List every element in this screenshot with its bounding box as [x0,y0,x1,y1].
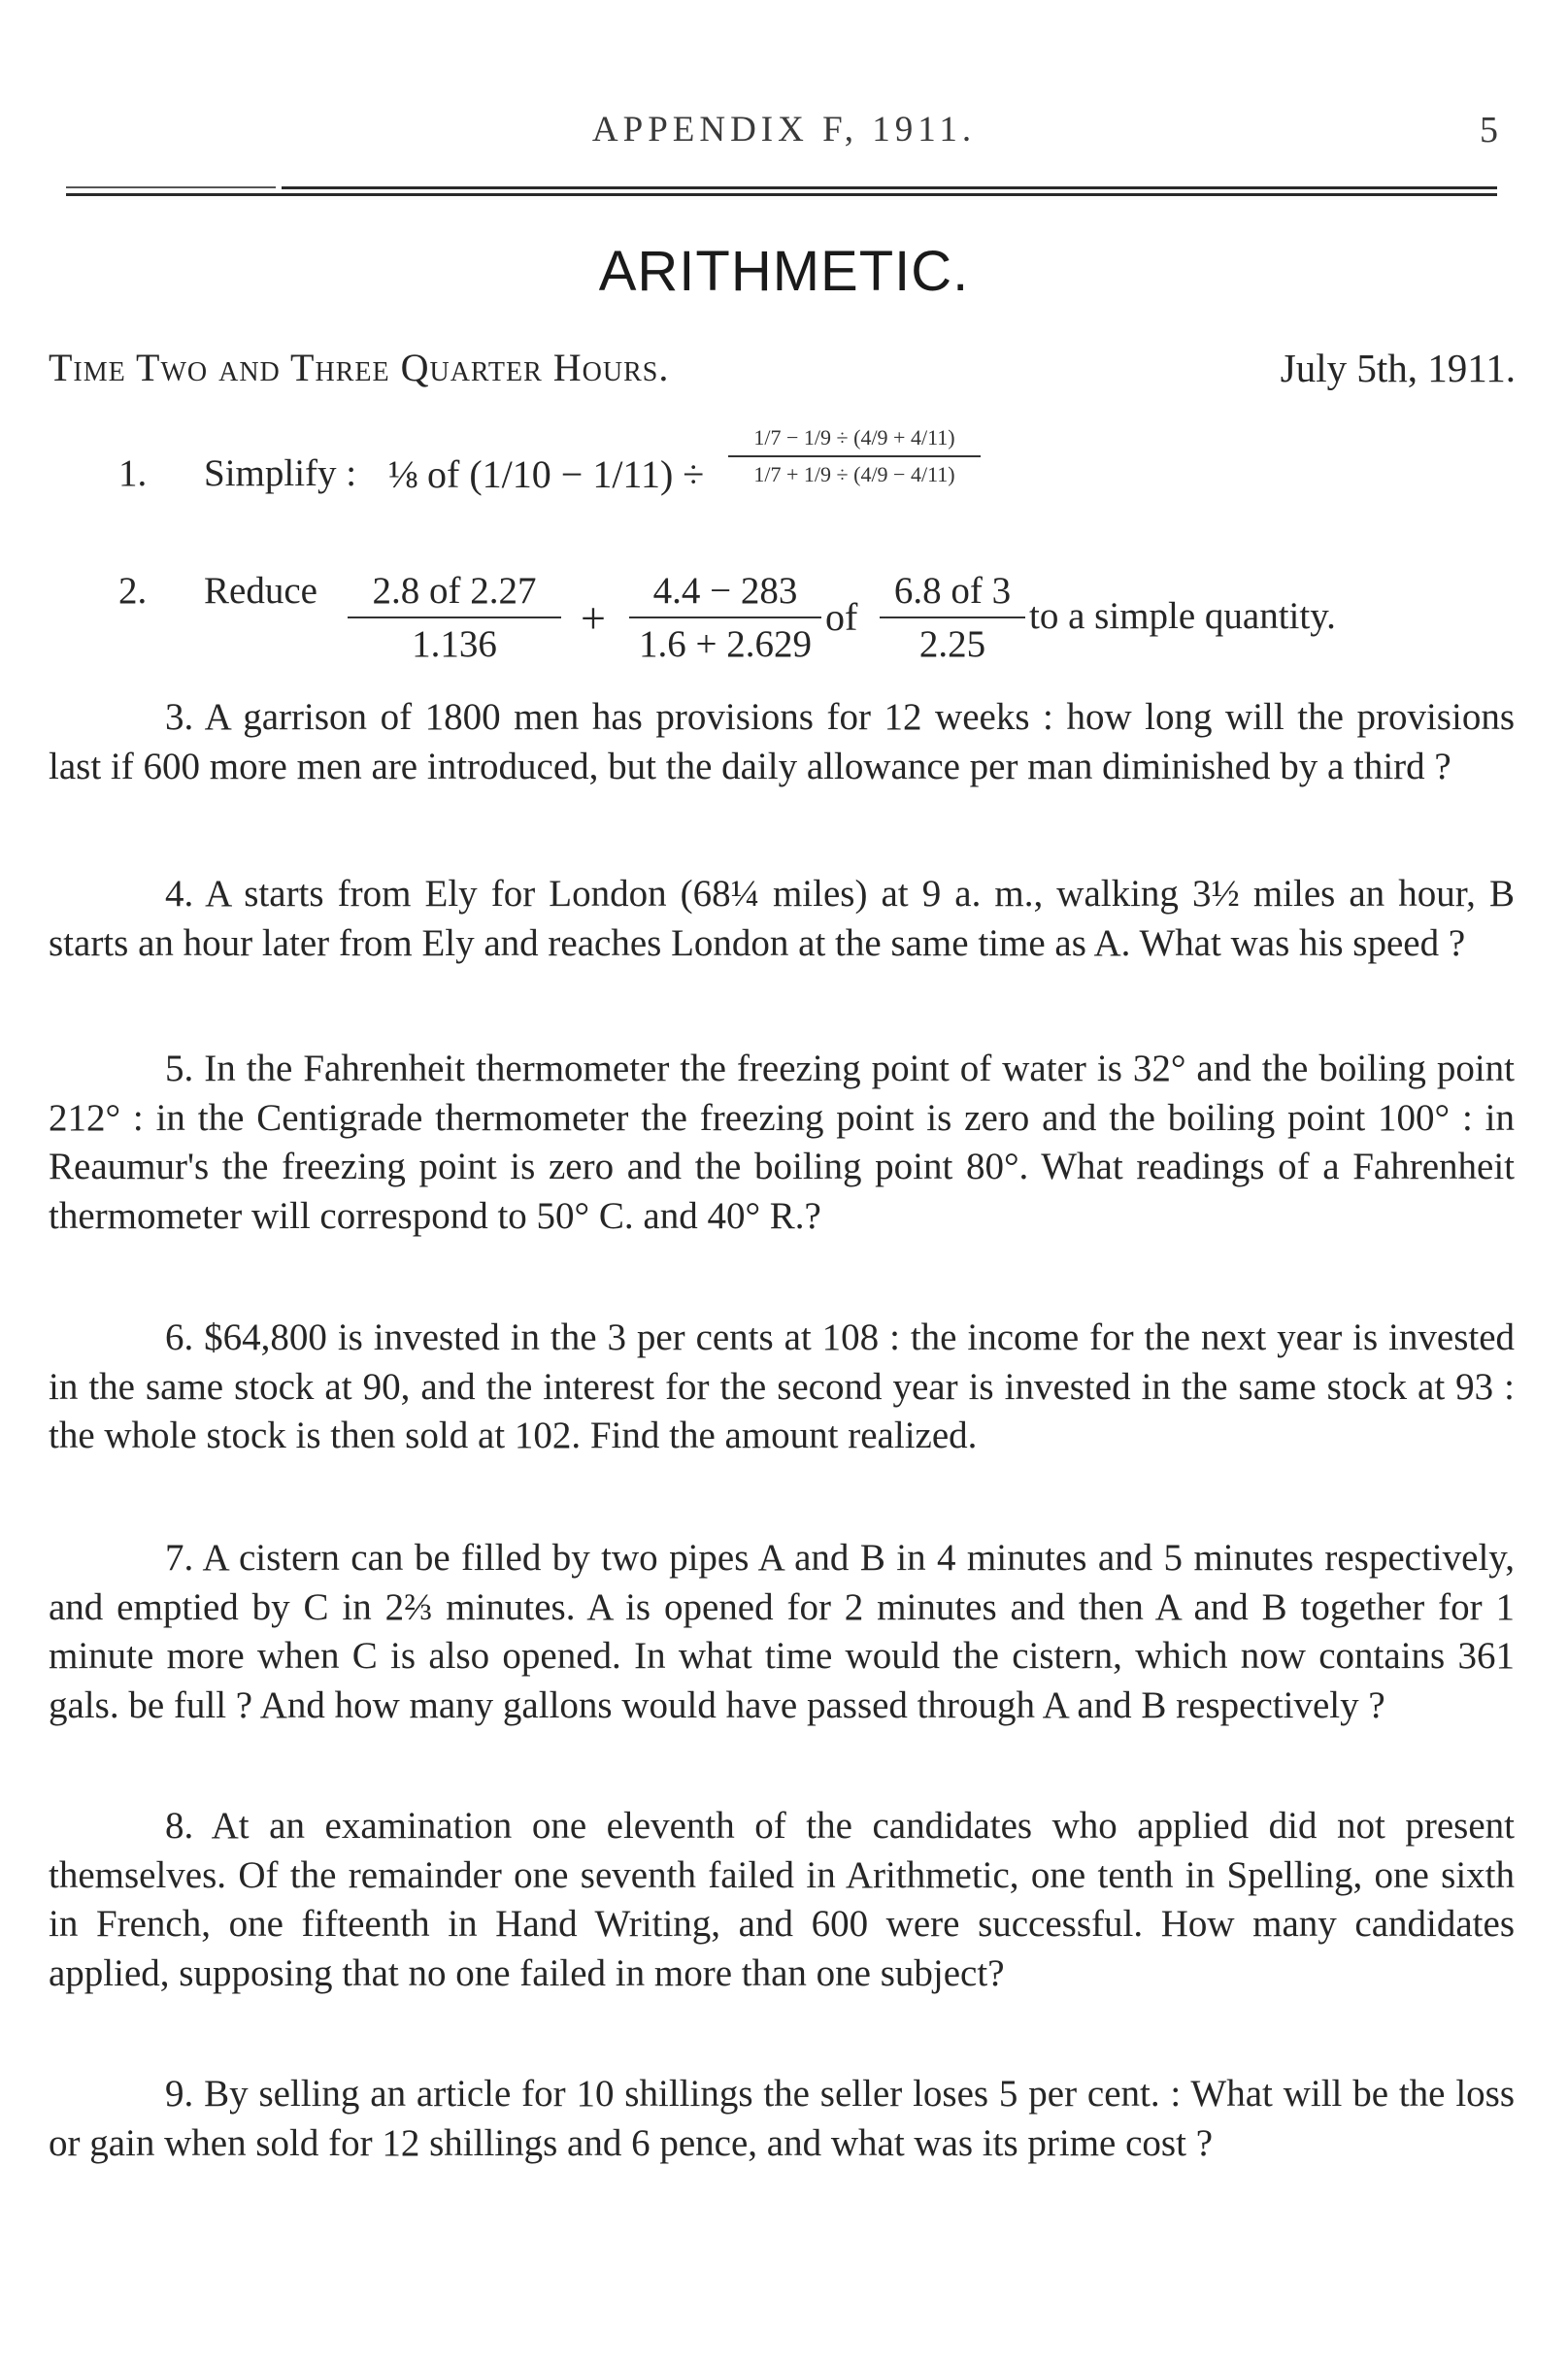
question-3-first-line: A garrison of 1800 men has provisions for 12 weeks : how long will [204,696,1284,738]
question-2-fraction-3 [880,569,1025,666]
question-1-complex-fraction [728,425,981,487]
question-6 [49,1314,1515,1461]
question-1-complex-bar [728,455,981,457]
question-7-rest: minutes respectively, and emptied by C in 2⅔ minutes. A is opened for 2 minutes and then A and B together for 1 minute more when C is also opened. In what time would the cistern, which now contains 361 gals. be full ? And how many gallons would have passed through A and B respectively ? [49,1537,1516,1726]
question-3 [49,693,1515,791]
question-2-fraction-1-bar [348,616,561,618]
question-3-number: 3. [165,696,194,738]
question-4-rest: miles an hour, B starts an hour later from Ely and reaches London at the same time as A. What was his speed ? [49,873,1515,964]
question-2-tail: to a simple quantity. [1029,595,1336,637]
question-9-number: 9. [165,2073,194,2115]
question-2-of: of [825,595,858,639]
question-9 [49,2070,1515,2168]
running-header [0,109,1568,167]
header-rule-thin [66,186,276,188]
question-2-fraction-3-denominator: 2.25 [918,623,986,665]
question-7 [49,1534,1515,1730]
question-4 [49,870,1515,968]
question-2-fraction-2-bar [629,616,821,618]
question-2-fraction-1-numerator: 2.8 of 2.27 [372,570,537,612]
question-8-first-line: At an examination one eleventh of the candidates who applied did [211,1805,1318,1847]
question-1-label: Simplify : [204,452,357,494]
page-number: 5 [1480,110,1498,150]
question-2-fraction-2-denominator: 1.6 + 2.629 [639,623,812,665]
time-allowed: Time Two and Three Quarter Hours. [49,346,670,389]
question-8-number: 8. [165,1805,194,1847]
question-4-number: 4. [165,873,194,915]
question-6-first-line: $64,800 is invested in the 3 per cents at 108 : the income for the next [204,1316,1267,1358]
question-1-expression-left: ⅛ of (1/10 − 1/11) ÷ [388,452,705,496]
question-1-complex-denominator: 1/7 + 1/9 ÷ (4/9 − 4/11) [753,462,955,486]
question-5-first-line: In the Fahrenheit thermometer the freezing point of water is 32° and [204,1048,1251,1089]
question-5-rest: the boiling point 212° : in the Centigrade thermometer the freezing point is zero and the boiling point 100° : in Reaumur's the freezing point is zero and the boiling point 80°. What readings of a Fahrenheit thermometer will correspond to 50° C. and 40° R.? [49,1048,1515,1237]
question-2-fraction-1 [348,569,561,666]
header-rule [282,186,1497,189]
running-title: APPENDIX F, 1911. [591,110,977,150]
question-9-first-line: By selling an article for 10 shillings the seller loses 5 per cent. : [204,2073,1182,2115]
question-6-rest: year is invested in the same stock at 90, and the interest for the second year is invested in the same stock at 93 : the whole stock is then sold at 102. Find the amount realized. [49,1316,1516,1456]
question-7-first-line: A cistern can be filled by two pipes A and B in 4 minutes and 5 [202,1537,1184,1579]
question-2-fraction-3-numerator: 6.8 of 3 [893,570,1012,612]
question-5-number: 5. [165,1048,194,1089]
question-8 [49,1802,1515,1998]
question-3-rest: the provisions last if 600 more men are introduced, but the daily allowance per man diminished by a third ? [49,696,1515,787]
question-8-rest: not present themselves. Of the remainder one seventh failed in Arithmetic, one tenth in Spelling, one sixth in French, one fifteenth in Hand Writing, and 600 were successful. How many candidates applied, supposing that no one failed in more than one subject? [49,1805,1515,1994]
question-9-rest: What will be the loss or gain when sold for 12 shillings and 6 pence, and what was its prime cost ? [49,2073,1516,2164]
question-2-fraction-2 [629,569,821,666]
question-2-label: Reduce [204,570,317,612]
question-7-number: 7. [165,1537,194,1579]
question-2-fraction-3-bar [880,616,1025,618]
question-5 [49,1045,1515,1241]
question-2-plus: + [581,593,606,643]
section-title: ARITHMETIC. [598,240,970,303]
question-1-complex-numerator: 1/7 − 1/9 ÷ (4/9 + 4/11) [753,425,955,450]
question-1-number: 1. [118,452,148,494]
question-2-number: 2. [118,570,148,612]
question-2-fraction-2-numerator: 4.4 − 283 [652,570,798,612]
question-2-fraction-1-denominator: 1.136 [412,623,497,665]
question-4-first-line: A starts from Ely for London (68¼ miles) at 9 a. m., walking 3½ [205,873,1240,915]
header-rule-lower [66,193,1497,196]
exam-date: July 5th, 1911. [1280,346,1516,390]
question-6-number: 6. [165,1316,194,1358]
